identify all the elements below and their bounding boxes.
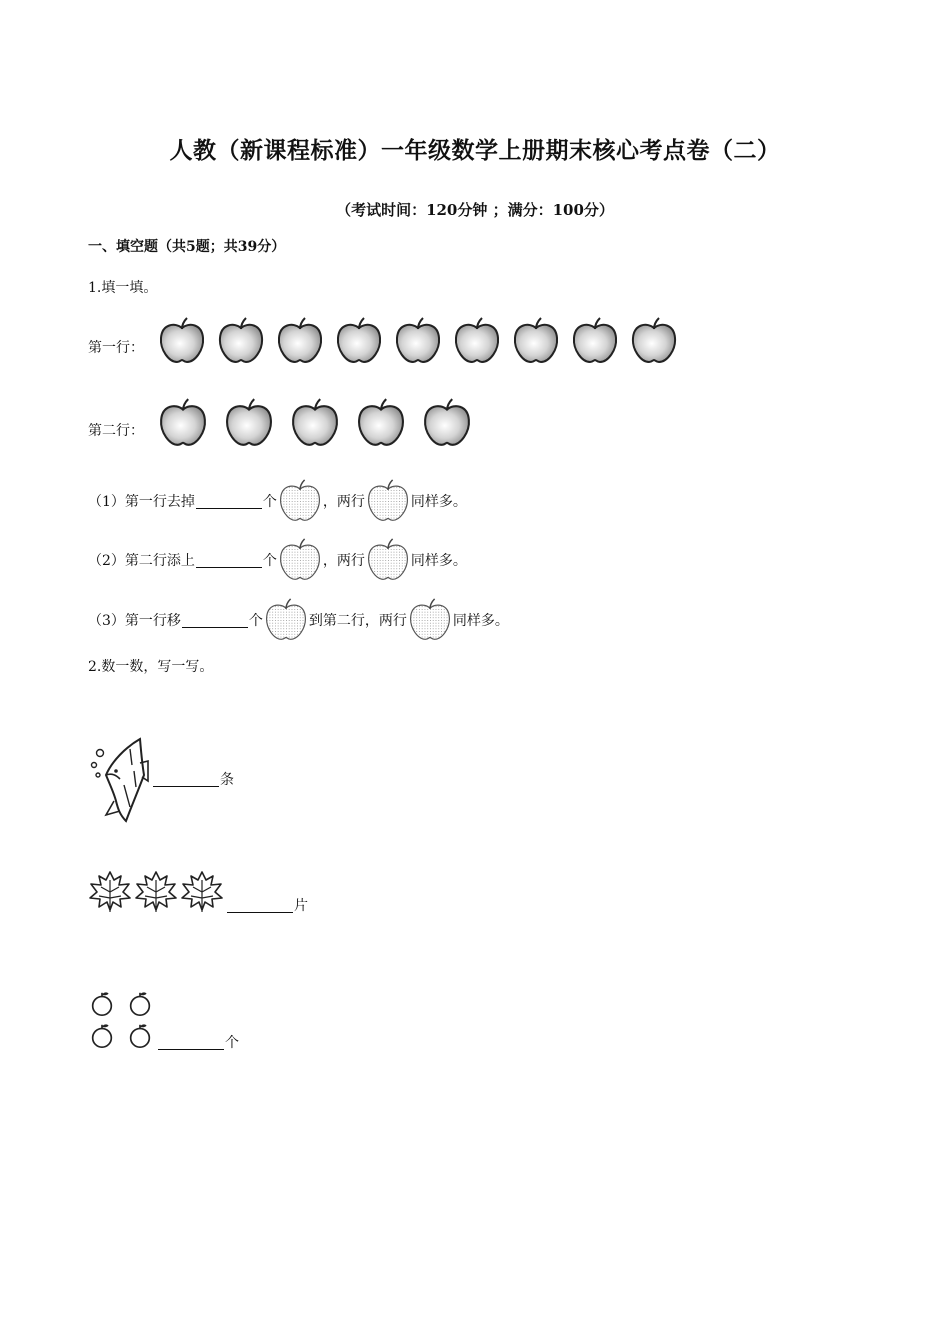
apple-icon bbox=[275, 316, 325, 366]
exam-info: （考试时间：120分钟 ；满分：100分） bbox=[336, 201, 614, 219]
sub-1-suffix: 同样多。 bbox=[410, 494, 467, 510]
apple-icon bbox=[570, 316, 620, 366]
sub-2-mid: ，两行 bbox=[322, 553, 365, 569]
row-1-label: 第一行： bbox=[88, 340, 144, 356]
answer-blank-2[interactable] bbox=[196, 553, 262, 568]
fruit-group bbox=[88, 990, 158, 1050]
fish-answer bbox=[152, 769, 234, 789]
leaf-unit: 片 bbox=[294, 898, 308, 914]
row-2-label: 第二行： bbox=[88, 423, 144, 439]
sub-2-prefix: （2）第二行添上 bbox=[88, 553, 195, 569]
leaf-icon bbox=[87, 868, 133, 914]
leaf-group bbox=[87, 868, 225, 914]
document-title: 人教（新课程标准）一年级数学上册期末核心考点卷（二） bbox=[169, 137, 781, 164]
apple-icon bbox=[629, 316, 679, 366]
fruit-answer bbox=[157, 1032, 239, 1052]
apple-icon bbox=[355, 397, 407, 449]
apple-icon bbox=[289, 397, 341, 449]
sub-3-suffix: 同样多。 bbox=[452, 613, 509, 629]
question-2-stem: 2.数一数，写一写。 bbox=[88, 659, 214, 675]
sub-question-1 bbox=[88, 478, 467, 524]
apple-icon bbox=[216, 316, 266, 366]
apple-icon bbox=[365, 537, 411, 583]
fruit-icon bbox=[126, 990, 154, 1018]
apple-icon bbox=[421, 397, 473, 449]
sub-1-prefix: （1）第一行去掉 bbox=[88, 494, 195, 510]
answer-blank-fruit[interactable] bbox=[158, 1035, 224, 1050]
leaf-icon bbox=[179, 868, 225, 914]
sub-1-unit: 个 bbox=[262, 494, 277, 510]
answer-blank-1[interactable] bbox=[196, 494, 262, 509]
sub-question-3 bbox=[88, 597, 509, 643]
row-2-apples bbox=[157, 397, 473, 449]
fish-unit: 条 bbox=[220, 772, 234, 788]
fruit-icon bbox=[88, 990, 116, 1018]
sub-2-suffix: 同样多。 bbox=[410, 553, 467, 569]
sub-3-prefix: （3）第一行移 bbox=[88, 613, 181, 629]
fruit-unit: 个 bbox=[225, 1035, 239, 1051]
sub-1-mid: ，两行 bbox=[322, 494, 365, 510]
answer-blank-fish[interactable] bbox=[153, 772, 219, 787]
fruit-icon bbox=[88, 1022, 116, 1050]
sub-3-mid: 到第二行，两行 bbox=[308, 613, 407, 629]
fish-icon bbox=[86, 735, 150, 825]
answer-blank-3[interactable] bbox=[182, 613, 248, 628]
apple-icon bbox=[223, 397, 275, 449]
answer-blank-leaf[interactable] bbox=[227, 898, 293, 913]
leaf-answer bbox=[226, 895, 308, 915]
apple-icon bbox=[365, 478, 411, 524]
section-heading: 一、填空题（共5题；共39分） bbox=[88, 239, 286, 255]
sub-2-unit: 个 bbox=[262, 553, 277, 569]
apple-icon bbox=[334, 316, 384, 366]
apple-icon bbox=[452, 316, 502, 366]
sub-question-2 bbox=[88, 537, 467, 583]
leaf-icon bbox=[133, 868, 179, 914]
apple-icon bbox=[407, 597, 453, 643]
apple-icon bbox=[511, 316, 561, 366]
fruit-icon bbox=[126, 1022, 154, 1050]
question-1-stem: 1.填一填。 bbox=[88, 280, 158, 296]
apple-icon bbox=[157, 397, 209, 449]
apple-icon bbox=[263, 597, 309, 643]
row-1-apples bbox=[157, 316, 679, 366]
apple-icon bbox=[277, 478, 323, 524]
apple-icon bbox=[393, 316, 443, 366]
apple-icon bbox=[277, 537, 323, 583]
sub-3-unit: 个 bbox=[248, 613, 263, 629]
apple-icon bbox=[157, 316, 207, 366]
